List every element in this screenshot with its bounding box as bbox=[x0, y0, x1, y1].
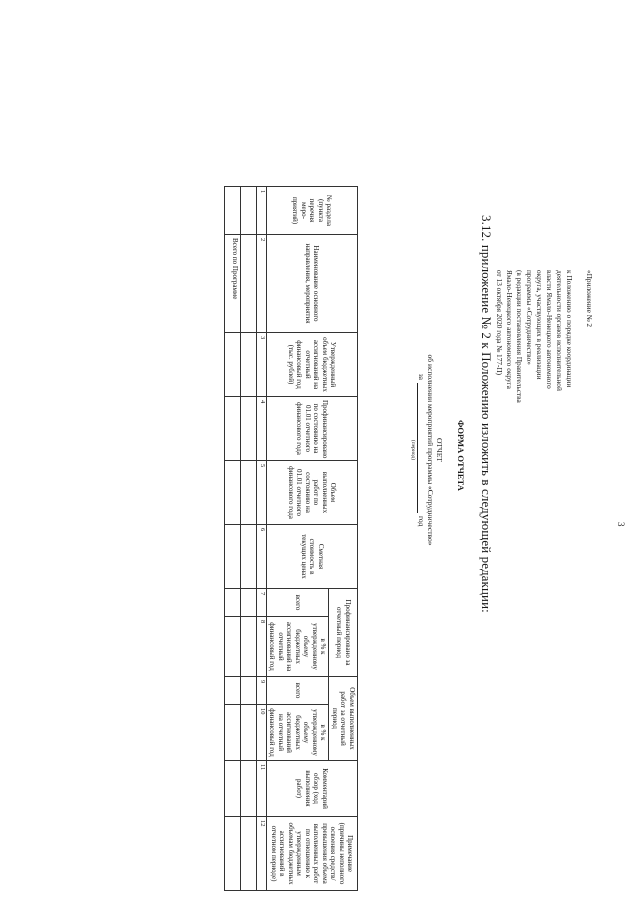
table-cell bbox=[225, 589, 241, 617]
table-cell bbox=[225, 817, 241, 891]
total-label: Всего по Программе bbox=[225, 235, 241, 333]
table-cell bbox=[225, 333, 241, 397]
appendix-line bbox=[574, 270, 584, 510]
column-number: 3 bbox=[257, 333, 267, 397]
subheader-cell: всего bbox=[267, 589, 330, 617]
form-title: ФОРМА ОТЧЕТА bbox=[456, 420, 466, 491]
table-cell bbox=[241, 677, 257, 705]
report-heading bbox=[408, 290, 444, 610]
za-label: за bbox=[417, 373, 426, 381]
table-cell bbox=[225, 461, 241, 525]
amendment-text: 3.12. приложение № 2 к Положению изложить в следующей редакции: bbox=[479, 215, 494, 613]
column-number: 4 bbox=[257, 397, 267, 461]
period-blank bbox=[417, 383, 426, 513]
table-cell bbox=[241, 397, 257, 461]
header-row bbox=[329, 187, 358, 891]
appendix-line: Ямало-Ненецкого автономного округа bbox=[505, 270, 514, 389]
period-caption: (период) bbox=[410, 439, 416, 461]
table-cell bbox=[225, 705, 241, 761]
header-cell: № раздела (пункта перечня меро-приятий) bbox=[267, 187, 358, 235]
table-cell bbox=[241, 333, 257, 397]
table-cell bbox=[225, 617, 241, 677]
table-cell bbox=[241, 461, 257, 525]
table-cell bbox=[225, 677, 241, 705]
column-number: 5 bbox=[257, 461, 267, 525]
table-cell bbox=[241, 761, 257, 817]
header-cell: Примечание (причины неполного освоения средств/превышения объема выполненных работ по отношению к утвержденным объемам бюджетных ассигнований в отчетном периоде) bbox=[267, 817, 358, 891]
column-number: 6 bbox=[257, 525, 267, 589]
subheader-cell: всего bbox=[267, 677, 330, 705]
column-number: 2 bbox=[257, 235, 267, 333]
header-cell: Комментарий обзор (ход выполнения работ) bbox=[267, 761, 358, 817]
column-number: 11 bbox=[257, 761, 267, 817]
column-number: 7 bbox=[257, 589, 267, 617]
table-cell bbox=[241, 525, 257, 589]
report-subtitle: об исполнении мероприятий программы «Сотрудничество» bbox=[426, 354, 435, 546]
table-cell bbox=[225, 187, 241, 235]
header-group-cell: Объем выполненных работ за отчетный период bbox=[329, 677, 358, 761]
table-cell bbox=[241, 705, 257, 761]
appendix-line: от 13 октября 2020 года № 177-П) bbox=[495, 270, 504, 376]
table-cell bbox=[241, 187, 257, 235]
column-number: 8 bbox=[257, 617, 267, 677]
appendix-line: программы «Сотрудничество» bbox=[525, 270, 534, 365]
subheader-cell: в % к утвержденному объему бюджетных ассигнований на отчетный финансовый год bbox=[267, 705, 330, 761]
appendix-header bbox=[494, 270, 594, 510]
header-cell: Сметная стоимость в текущих ценах bbox=[267, 525, 358, 589]
subheader-cell: в % к утвержденному объему бюджетных ассигнований на отчетный финансовый год bbox=[267, 617, 330, 677]
table-cell bbox=[241, 617, 257, 677]
report-period-line bbox=[417, 290, 426, 610]
appendix-line: деятельности органов исполнительной bbox=[555, 270, 564, 391]
column-number: 9 bbox=[257, 677, 267, 705]
data-row bbox=[241, 187, 257, 891]
header-cell: Утвержденный объем бюджетных ассигнований на отчетный финансовый год (тыс. рублей) bbox=[267, 333, 358, 397]
appendix-line: к Положению о порядке координации bbox=[565, 270, 574, 388]
god-label: год bbox=[417, 516, 426, 527]
table-cell bbox=[225, 525, 241, 589]
table-cell bbox=[225, 397, 241, 461]
report-table bbox=[225, 186, 359, 891]
table-cell bbox=[241, 589, 257, 617]
table-cell bbox=[241, 817, 257, 891]
column-number-row bbox=[257, 187, 267, 891]
report-title: ОТЧЕТ bbox=[435, 437, 444, 463]
column-number: 1 bbox=[257, 187, 267, 235]
table-cell bbox=[241, 235, 257, 333]
page-number: 3 bbox=[616, 522, 626, 527]
appendix-line: округа, участвующих в реализации bbox=[535, 270, 544, 380]
header-group-cell: Профинансировано за отчетный период bbox=[329, 589, 358, 677]
table-cell bbox=[225, 761, 241, 817]
header-cell: Объем выполненных работ по состоянию на 01.01 отчетного финансового года bbox=[267, 461, 358, 525]
appendix-line: «Приложение № 2 bbox=[585, 270, 594, 328]
appendix-line: власти Ямало-Ненецкого автономного bbox=[545, 270, 554, 389]
header-cell: Наименование основного направления, мероприятия bbox=[267, 235, 358, 333]
total-row bbox=[225, 187, 241, 891]
column-number: 12 bbox=[257, 817, 267, 891]
column-number: 10 bbox=[257, 705, 267, 761]
header-cell: Профинансировано по состоянию на 01.01 отчетного финансового года bbox=[267, 397, 358, 461]
appendix-line: (в редакции постановления Правительства bbox=[515, 270, 524, 403]
